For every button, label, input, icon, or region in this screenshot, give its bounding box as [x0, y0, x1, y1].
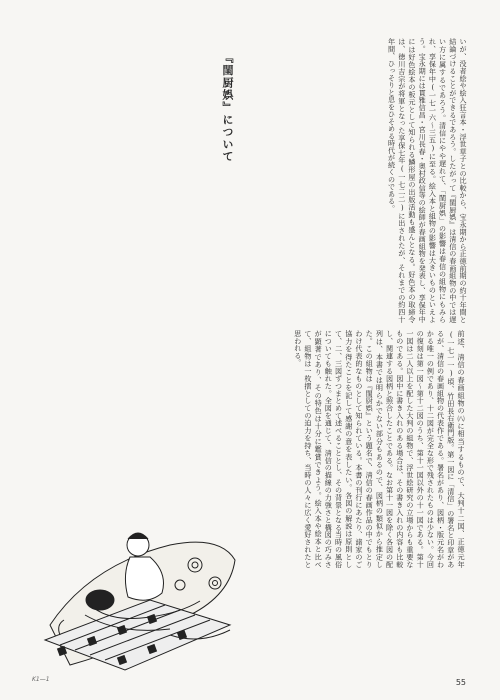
page-number: 55	[455, 678, 466, 687]
top-text-block: いが、没者絵や絵入狂言本・浮世草子との比較から、宝永期から正徳前期の約十年間と結論づけることができるであろう。したがって『閨厨娯』は清信の春画組物の中では遅い方に属するであろう。清信にやや遅れて、「閨厨娯」の影響は春信の組物にもみられ、享保年中(一七一六〜三五)に至る。絵入本と組物の影響は大きいものといえよう。宝永期には貫雅信昌・宮川長春・奥村政信等の絵師が春画組物を発表し、享保年中には好色絵本の板元として知られる鱗形屋の出版活動も盛んとなる。好色本の取締令は、徳川吉宗が将軍となった享保七年(一七二二)に出されたが、それまでの約四十年間、ひっそりと息をひそめる時代が続くのである。	[387, 38, 468, 323]
figure-caption: K1—1	[32, 676, 50, 683]
section-heading: 『閨厨娯』について	[221, 52, 234, 163]
ukiyo-e-illustration	[30, 505, 245, 675]
bottom-text-block: 前述、清信の春画組物の㈧に相当するもので、大判十二図、正徳元年(一七一一)頃、竹田長右衛門版。第一図に「清信」の署名と印章があるが、清信の春画組物の代表作である。署名があり、図柄・版元名がわかる唯一の例であり、十二図が完全な形で残されたものは少ない。今回の復刻は第一図〜第十二図のうち、第十一図以外の十一図である。第十一図は二人以上を配した大判の組物で、浮世絵研究の立場からも重要なものである。図中に書き入れのある場合は、その書き入れの内容も比較し、関連する図柄と照合したことである。なお第十一図を除く各図の配列は、本書では明らかでない部分もあるので、図柄の類似から推定した。この組物は『閨厨娯』という題名で、清信の春画作品の中でもとりわけ代表的なものとして知られている。本書の刊行にあたり、諸家のご協力を得たことを記して感謝の意を表したい。各図の解説は原則として、二、三図ずつまとめて述べることとし、その背景となる当時の風俗についても触れた。全図を通じて、清信の描線の力強さと構図の巧みさが顕著であり、その特色は十分に鑑賞できよう。絵入本や絵本と比べて、組物は一枚摺としての迫力を持ち、当時の人々に広く愛好されたと思われる。	[293, 330, 466, 568]
